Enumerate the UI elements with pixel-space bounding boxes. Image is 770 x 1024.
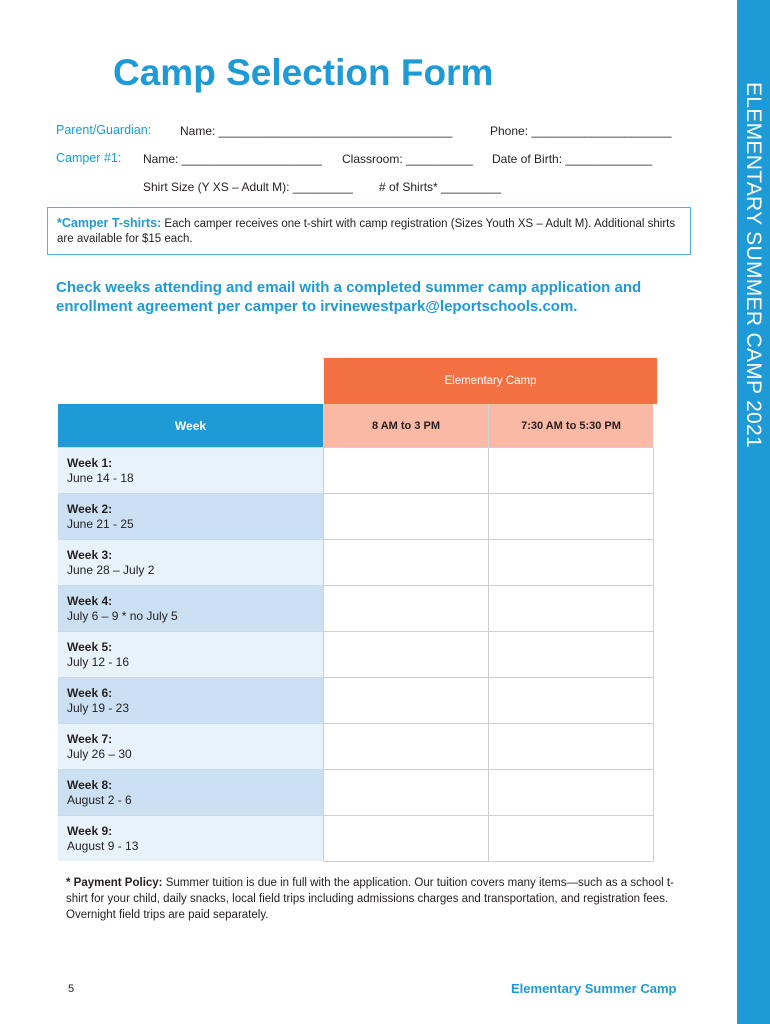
week-cell xyxy=(58,632,324,678)
week-label: Week 7: xyxy=(67,731,113,746)
week-label: Week 1: xyxy=(67,455,113,470)
week-label: Week 4: xyxy=(67,593,113,608)
instructions: Check weeks attending and email with a completed summer camp application and enrollment agreement per camper to irvinewestpark@leportschools.com. xyxy=(56,279,642,315)
date-of-birth-field[interactable]: Date of Birth: _____________ xyxy=(492,152,653,166)
camper-row xyxy=(56,151,121,165)
week-dates: July 19 - 23 xyxy=(67,700,130,715)
week-label: Week 2: xyxy=(67,501,113,516)
camp-group-header: Elementary Camp xyxy=(324,358,657,404)
week-dates: June 21 - 25 xyxy=(67,516,134,531)
table-row xyxy=(58,816,653,862)
week-dates: August 9 - 13 xyxy=(67,838,139,853)
payment-policy-lead: * Payment Policy: xyxy=(66,877,163,889)
checkbox-half-day[interactable] xyxy=(324,540,489,586)
week-cell xyxy=(58,816,324,862)
parent-row xyxy=(56,123,151,137)
page-number: 5 xyxy=(68,983,75,995)
week-label: Week 9: xyxy=(67,823,113,838)
week-dates: July 12 - 16 xyxy=(67,654,130,669)
table-row xyxy=(58,678,653,724)
tshirt-notice-lead: *Camper T-shirts: xyxy=(57,216,162,230)
parent-phone-field[interactable]: Phone: _____________________ xyxy=(490,124,672,138)
week-label: Week 6: xyxy=(67,685,113,700)
week-cell xyxy=(58,494,324,540)
week-cell xyxy=(58,678,324,724)
week-dates: June 14 - 18 xyxy=(67,470,134,485)
page-title: Camp Selection Form xyxy=(113,52,494,93)
week-cell xyxy=(58,770,324,816)
week-cell xyxy=(58,448,324,494)
footer-title: Elementary Summer Camp xyxy=(511,981,677,996)
table-row xyxy=(58,540,653,586)
camper-label: Camper #1: xyxy=(56,151,122,165)
tshirt-notice-body: Each camper receives one t-shirt with camp registration (Sizes Youth XS – Adult M). Additional shirts are available for $15 each. xyxy=(57,218,676,245)
checkbox-full-day[interactable] xyxy=(489,816,654,862)
table-row xyxy=(58,586,653,632)
slot-header-full-day: 7:30 AM to 5:30 PM xyxy=(489,404,654,448)
checkbox-half-day[interactable] xyxy=(324,586,489,632)
table-row xyxy=(58,632,653,678)
tshirt-notice xyxy=(47,207,691,255)
checkbox-half-day[interactable] xyxy=(324,724,489,770)
table-row xyxy=(58,724,653,770)
week-dates: August 2 - 6 xyxy=(67,792,132,807)
week-label: Week 8: xyxy=(67,777,113,792)
week-dates: July 26 – 30 xyxy=(67,746,132,761)
week-column-header: Week xyxy=(58,404,324,448)
slot-header-half-day: 8 AM to 3 PM xyxy=(324,404,489,448)
week-label: Week 3: xyxy=(67,547,113,562)
table-row xyxy=(58,494,653,540)
checkbox-full-day[interactable] xyxy=(489,540,654,586)
checkbox-half-day[interactable] xyxy=(324,678,489,724)
checkbox-full-day[interactable] xyxy=(489,632,654,678)
checkbox-half-day[interactable] xyxy=(324,494,489,540)
shirt-count-field[interactable]: # of Shirts* _________ xyxy=(379,180,502,194)
checkbox-full-day[interactable] xyxy=(489,724,654,770)
checkbox-half-day[interactable] xyxy=(324,632,489,678)
table-header-row xyxy=(58,404,653,448)
checkbox-full-day[interactable] xyxy=(489,448,654,494)
checkbox-full-day[interactable] xyxy=(489,678,654,724)
payment-policy xyxy=(66,875,686,923)
checkbox-full-day[interactable] xyxy=(489,770,654,816)
checkbox-full-day[interactable] xyxy=(489,586,654,632)
table-row xyxy=(58,448,653,494)
checkbox-full-day[interactable] xyxy=(489,494,654,540)
checkbox-half-day[interactable] xyxy=(324,770,489,816)
week-cell xyxy=(58,724,324,770)
week-table xyxy=(58,404,654,862)
week-cell xyxy=(58,586,324,632)
parent-label: Parent/Guardian: xyxy=(56,123,152,137)
week-dates: June 28 – July 2 xyxy=(67,562,155,577)
week-cell xyxy=(58,540,324,586)
classroom-field[interactable]: Classroom: __________ xyxy=(342,152,473,166)
table-row xyxy=(58,770,653,816)
payment-policy-body: Summer tuition is due in full with the application. Our tuition covers many items—such as a school t-shirt for your child, daily snacks, local field trips including admissions charges and transportation, and registration fees. Overnight field trips are paid separately. xyxy=(66,877,674,921)
checkbox-half-day[interactable] xyxy=(324,816,489,862)
week-dates: July 6 – 9 * no July 5 xyxy=(67,608,178,623)
shirt-size-field[interactable]: Shirt Size (Y XS – Adult M): _________ xyxy=(143,180,353,194)
side-title: ELEMENTARY SUMMER CAMP 2021 xyxy=(742,82,765,448)
parent-name-field[interactable]: Name: ___________________________________ xyxy=(180,124,453,138)
camper-name-field[interactable]: Name: _____________________ xyxy=(143,152,322,166)
week-label: Week 5: xyxy=(67,639,113,654)
checkbox-half-day[interactable] xyxy=(324,448,489,494)
